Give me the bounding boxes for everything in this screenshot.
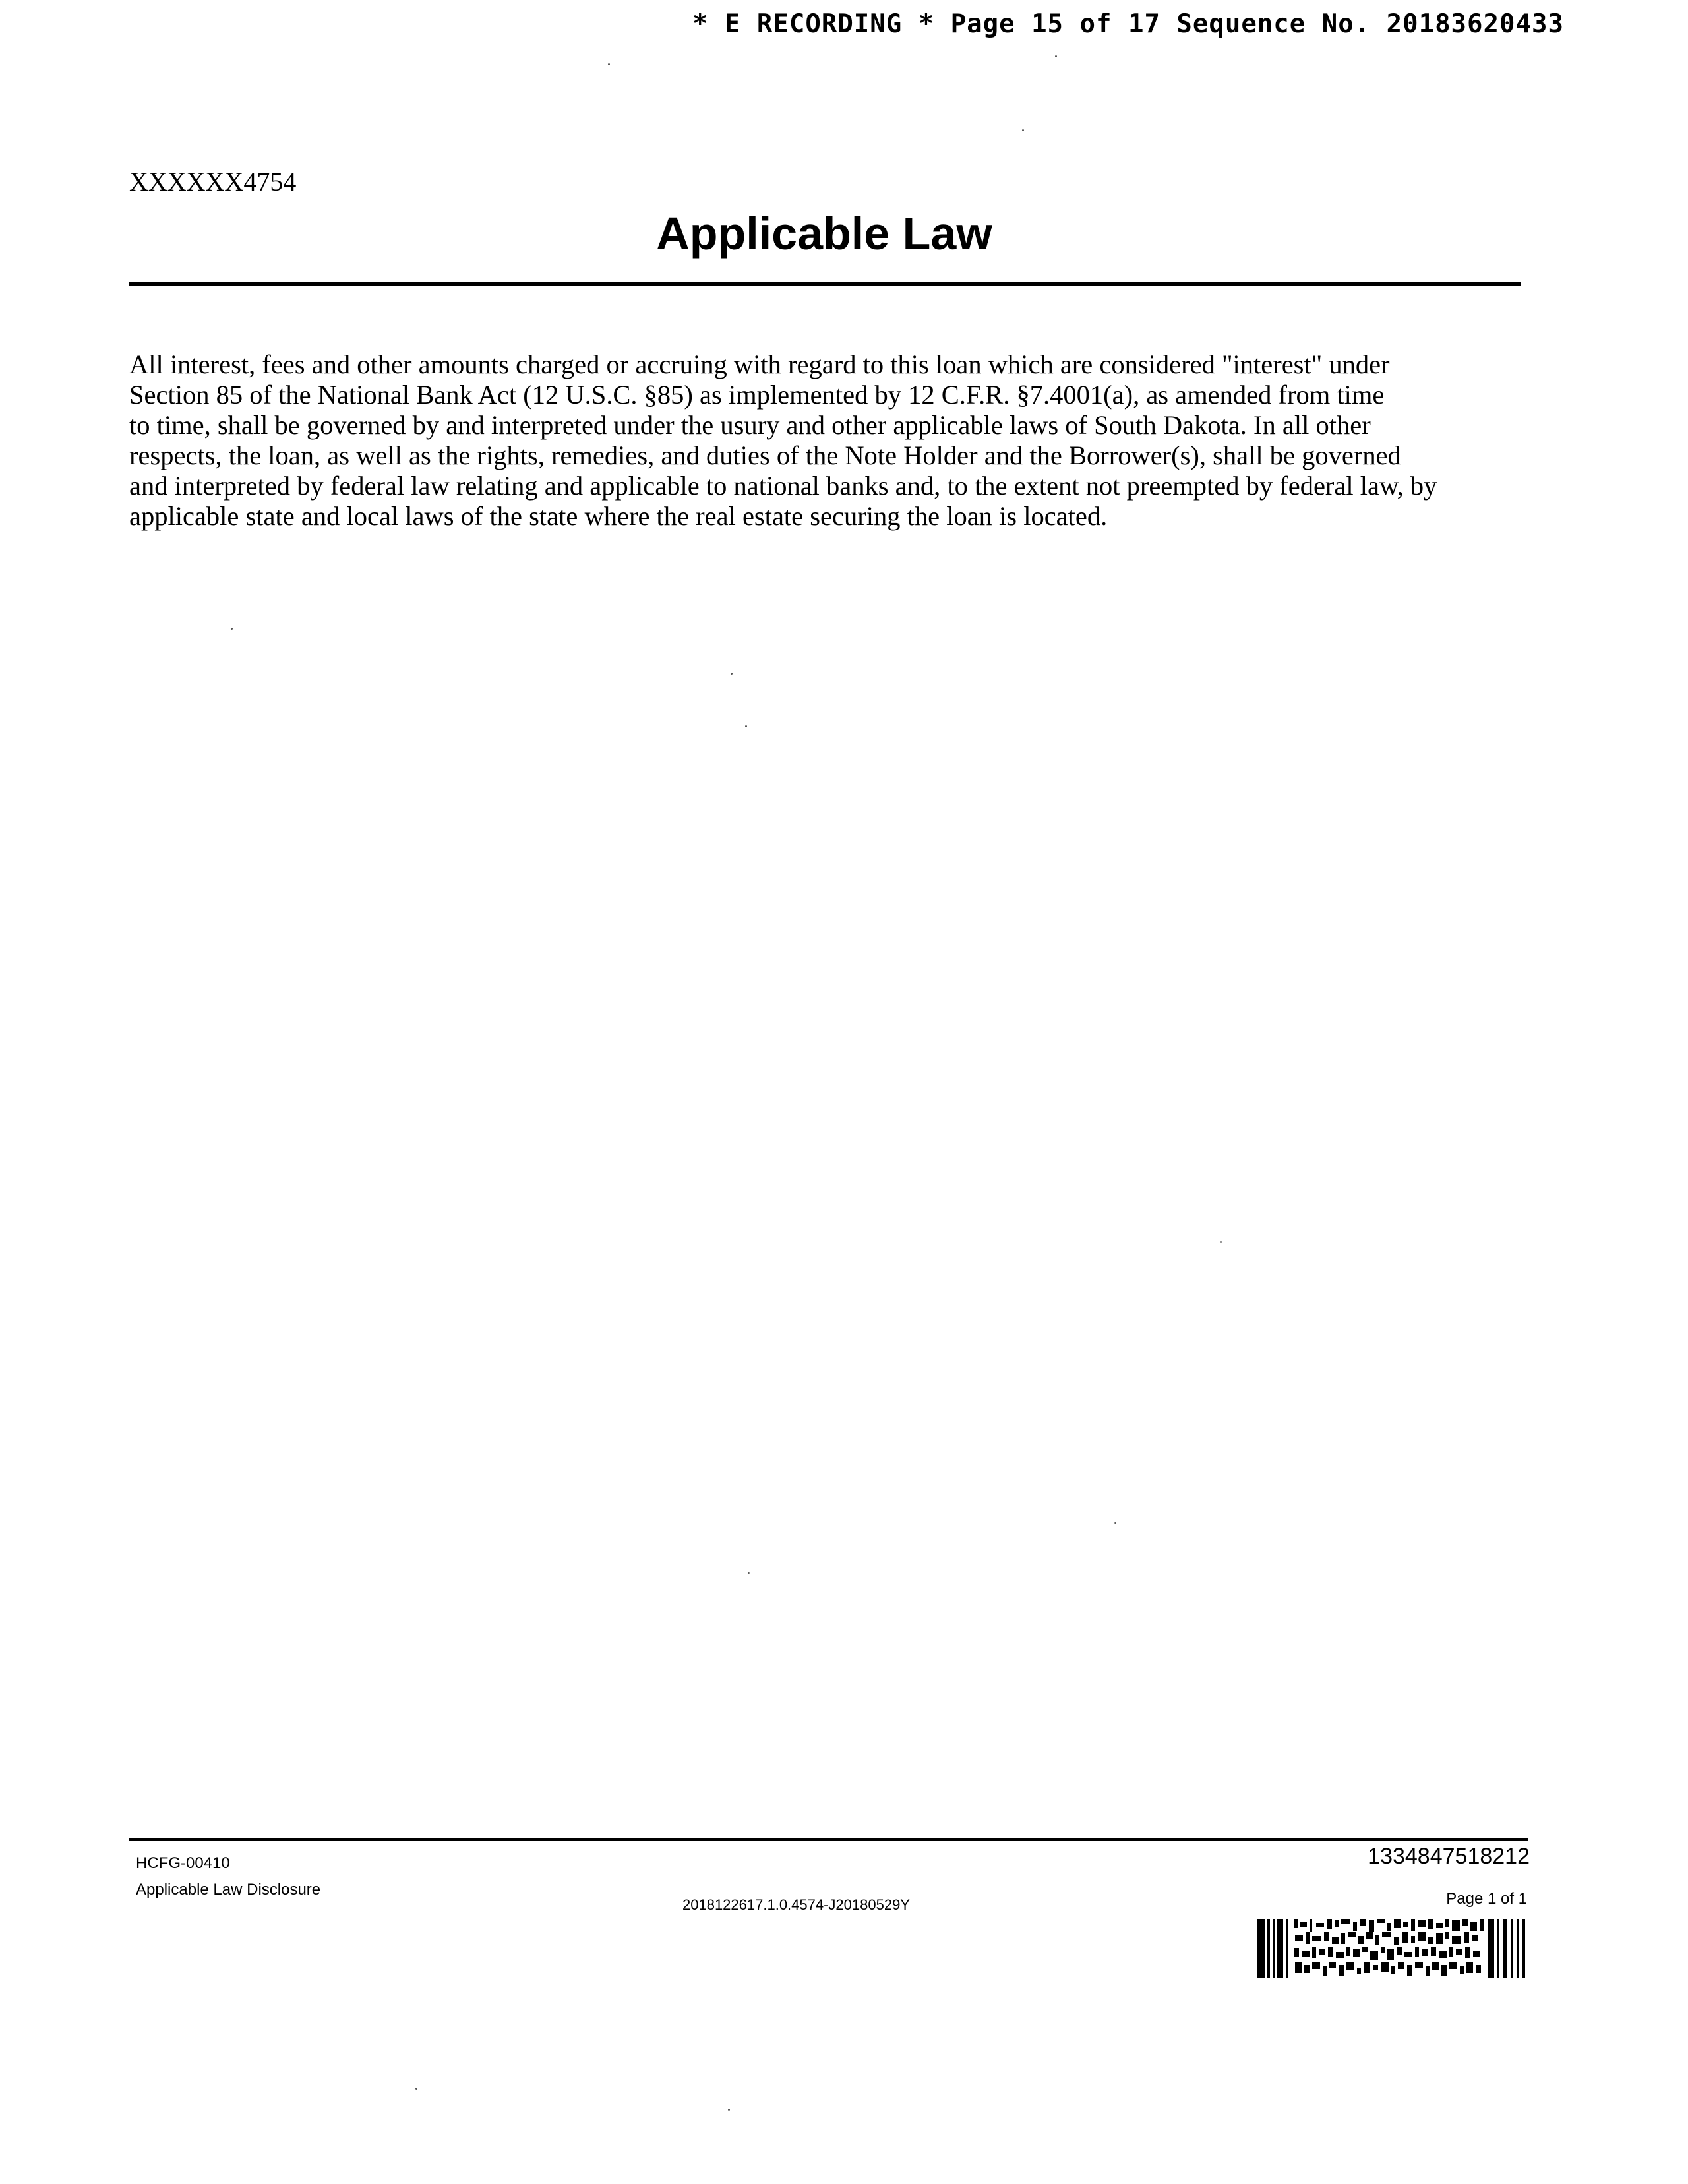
form-code: HCFG-00410 bbox=[136, 1854, 230, 1872]
scan-speck bbox=[608, 63, 610, 65]
loan-number: 1334847518212 bbox=[1368, 1844, 1530, 1869]
scan-speck bbox=[1220, 1241, 1222, 1243]
scan-speck bbox=[415, 2088, 417, 2090]
body-line: applicable state and local laws of the state where the real estate securing the loan is located. bbox=[129, 501, 1108, 531]
scan-speck bbox=[1055, 55, 1057, 57]
recording-stamp: * E RECORDING * Page 15 of 17 Sequence No. 20183620433 bbox=[692, 9, 1564, 39]
title-divider bbox=[129, 282, 1521, 286]
page-indicator: Page 1 of 1 bbox=[1446, 1890, 1527, 1908]
footer-divider bbox=[129, 1838, 1528, 1841]
scan-speck bbox=[748, 1572, 750, 1574]
scan-speck bbox=[1114, 1522, 1116, 1524]
body-paragraph bbox=[129, 349, 1524, 531]
scan-speck bbox=[728, 2109, 730, 2111]
form-name: Applicable Law Disclosure bbox=[136, 1881, 321, 1898]
account-number: XXXXXX4754 bbox=[129, 167, 297, 197]
body-line: Section 85 of the National Bank Act (12 U.S.C. §85) as implemented by 12 C.F.R. §7.4001(a), as amended from time bbox=[129, 380, 1385, 410]
barcode-icon bbox=[1257, 1919, 1526, 1978]
scan-speck bbox=[231, 628, 233, 630]
scan-speck bbox=[1022, 129, 1024, 131]
body-line: to time, shall be governed by and interpreted under the usury and other applicable laws of South Dakota. In all other bbox=[129, 410, 1371, 440]
scan-speck bbox=[745, 725, 747, 727]
document-id: 2018122617.1.0.4574-J20180529Y bbox=[682, 1896, 910, 1913]
body-line: All interest, fees and other amounts charged or accruing with regard to this loan which are considered "interest" under bbox=[129, 349, 1390, 379]
body-line: respects, the loan, as well as the rights, remedies, and duties of the Note Holder and the Borrower(s), shall be governed bbox=[129, 440, 1401, 470]
page-title: Applicable Law bbox=[656, 208, 992, 259]
body-line: and interpreted by federal law relating and applicable to national banks and, to the extent not preempted by federal law, by bbox=[129, 471, 1437, 501]
scan-speck bbox=[731, 673, 733, 675]
